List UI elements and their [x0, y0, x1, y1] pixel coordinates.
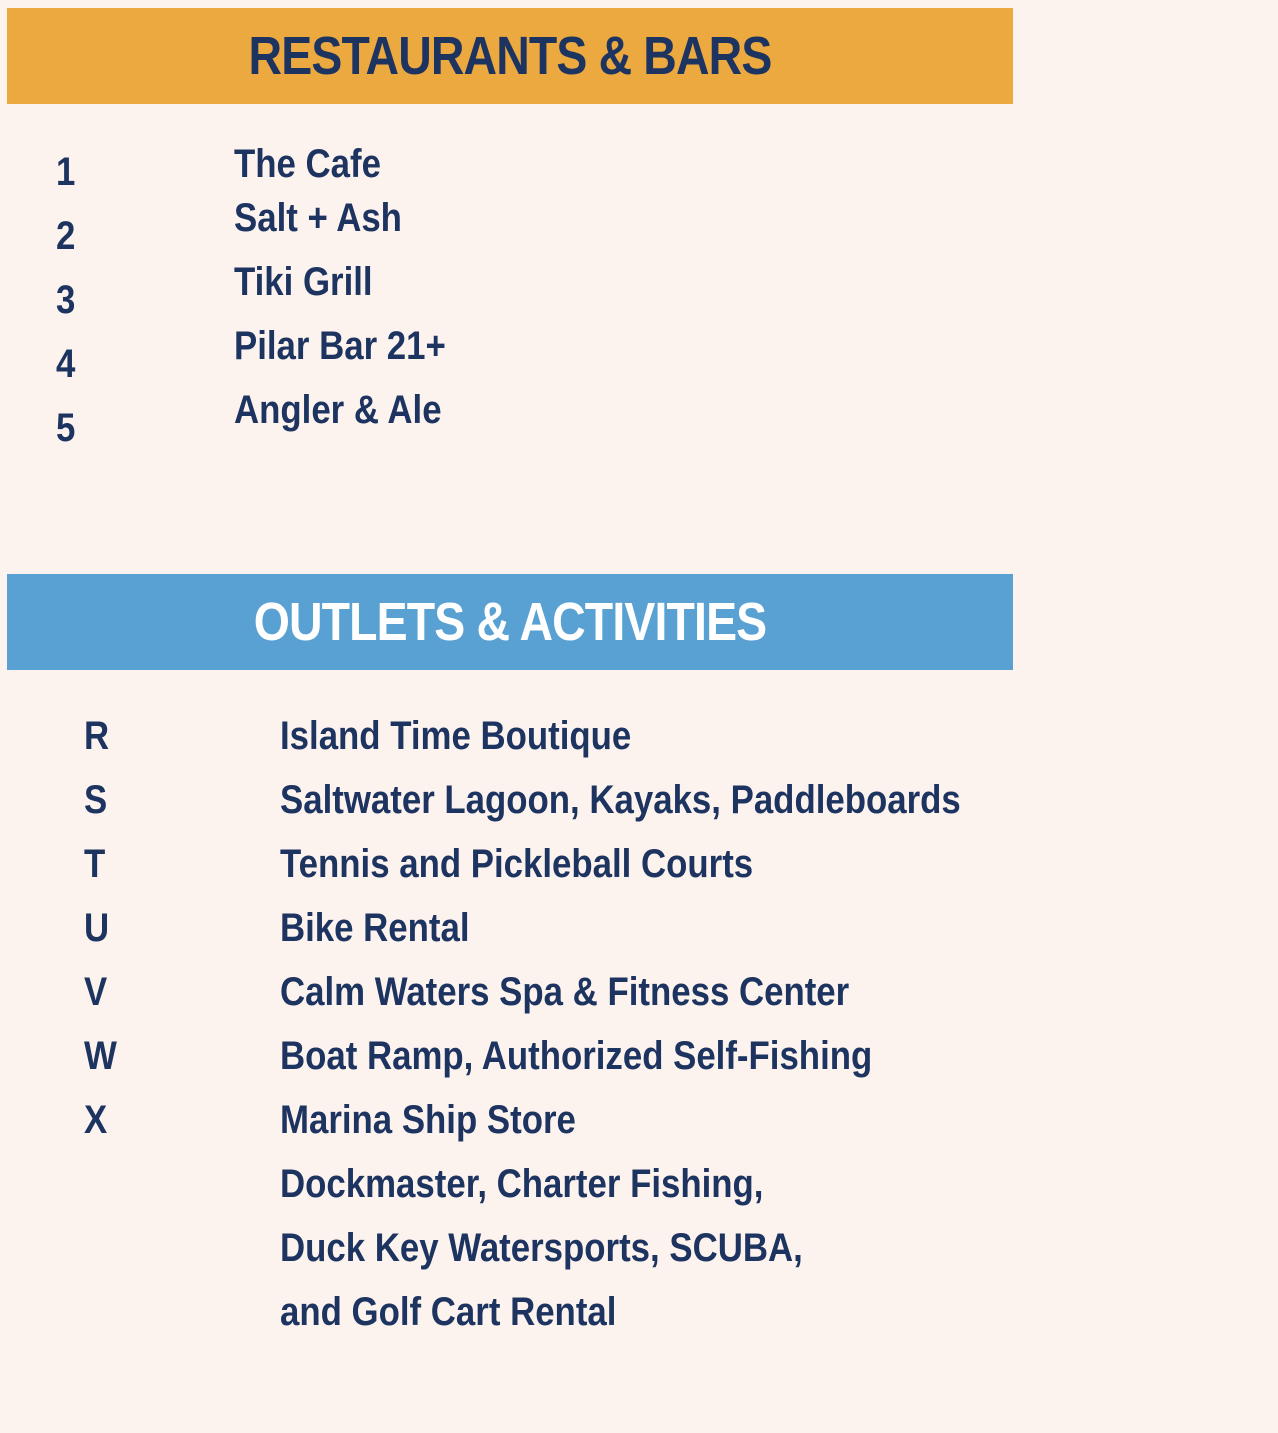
item-key: V — [84, 970, 108, 1014]
item-key: S — [84, 778, 108, 822]
item-key: 1 — [56, 150, 76, 194]
item-key: 2 — [56, 214, 76, 258]
item-key: U — [84, 906, 110, 950]
item-key: W — [84, 1034, 117, 1078]
list-item-continuation — [0, 1224, 1278, 1288]
item-label: and Golf Cart Rental — [280, 1290, 617, 1334]
item-key: 5 — [56, 406, 76, 450]
list-item — [0, 840, 1278, 904]
list-item-continuation — [0, 1160, 1278, 1224]
list-item — [0, 260, 1278, 332]
list-item — [0, 712, 1278, 776]
item-label: Salt + Ash — [234, 196, 402, 240]
item-key: R — [84, 714, 110, 758]
list-item — [0, 140, 1278, 204]
list-item — [0, 904, 1278, 968]
list-item — [0, 324, 1278, 396]
item-label: Island Time Boutique — [280, 714, 632, 758]
list-item-continuation — [0, 1288, 1278, 1352]
restaurants-bars-title: RESTAURANTS & BARS — [248, 26, 772, 86]
list-item — [0, 1032, 1278, 1096]
item-key: X — [84, 1098, 108, 1142]
item-key: 4 — [56, 342, 76, 386]
list-item — [0, 196, 1278, 268]
item-key: 3 — [56, 278, 76, 322]
item-label: Tennis and Pickleball Courts — [280, 842, 754, 886]
item-label: Angler & Ale — [234, 388, 442, 432]
item-label: Pilar Bar 21+ — [234, 324, 446, 368]
outlets-activities-header — [7, 574, 1013, 670]
item-label: Saltwater Lagoon, Kayaks, Paddleboards — [280, 778, 961, 822]
item-label: The Cafe — [234, 142, 381, 186]
item-label: Tiki Grill — [234, 260, 373, 304]
list-item — [0, 1096, 1278, 1160]
item-label: Bike Rental — [280, 906, 470, 950]
item-label: Boat Ramp, Authorized Self-Fishing — [280, 1034, 873, 1078]
item-label: Dockmaster, Charter Fishing, — [280, 1162, 764, 1206]
list-item — [0, 388, 1278, 460]
list-item — [0, 968, 1278, 1032]
list-item — [0, 776, 1278, 840]
item-label: Marina Ship Store — [280, 1098, 576, 1142]
restaurants-bars-header — [7, 8, 1013, 104]
outlets-activities-title: OUTLETS & ACTIVITIES — [253, 592, 767, 652]
item-label: Duck Key Watersports, SCUBA, — [280, 1226, 803, 1270]
item-label: Calm Waters Spa & Fitness Center — [280, 970, 850, 1014]
item-key: T — [84, 842, 106, 886]
